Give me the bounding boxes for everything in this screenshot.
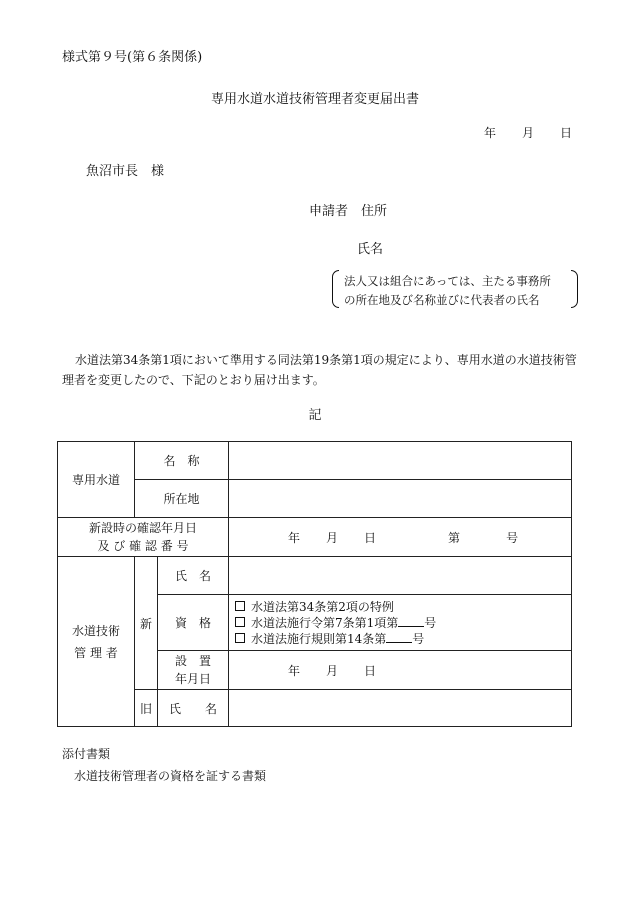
new-name-label: 氏 名 <box>158 557 229 595</box>
confirm-month: 月 <box>326 530 339 545</box>
attachments-heading: 添付書類 <box>62 747 111 761</box>
qualification-text: 水道法施行令第7条第1項第 <box>251 615 399 630</box>
qualification-text: 水道法施行規則第14条第 <box>251 631 387 646</box>
confirm-date-label-line: 及 び 確 認 番 号 <box>97 539 189 553</box>
setchi-label-line: 年月日 <box>174 672 211 686</box>
qualification-label: 資 格 <box>158 595 229 651</box>
table-row <box>58 690 572 727</box>
form-number: 様式第９号(第６条関係) <box>62 50 203 65</box>
body-text: 水道法第34条第1項において準用する同法第19条第1項の規定により、専用水道の水道技術管理者を変更したので、下記のとおり届け出ます。 <box>62 353 577 387</box>
setchi-date-value-cell[interactable] <box>229 651 572 690</box>
manager-label-line: 水道技術 <box>71 623 120 638</box>
name-label: 名 称 <box>135 442 229 480</box>
qualification-option[interactable] <box>235 615 571 631</box>
confirm-day: 日 <box>364 530 377 545</box>
confirm-go: 号 <box>506 530 519 545</box>
checkbox-icon[interactable] <box>235 633 245 643</box>
confirm-date-label-line: 新設時の確認年月日 <box>88 521 197 535</box>
qualification-suffix: 号 <box>412 631 425 646</box>
checkbox-icon[interactable] <box>235 601 245 611</box>
submission-date <box>484 124 572 141</box>
number-blank[interactable] <box>398 615 424 627</box>
setchi-month: 月 <box>326 663 339 678</box>
applicant-note <box>344 272 551 310</box>
old-label: 旧 <box>135 690 158 727</box>
manager-label-line: 管 理 者 <box>74 645 118 660</box>
setchi-label-line: 設 置 <box>174 654 211 668</box>
table-row <box>58 442 572 480</box>
addressee: 魚沼市長 様 <box>86 164 165 179</box>
bracket-right <box>571 270 578 308</box>
setchi-year: 年 <box>288 663 301 678</box>
document-title: 専用水道水道技術管理者変更届出書 <box>210 92 419 107</box>
location-value-cell[interactable] <box>229 480 572 518</box>
table-row <box>58 518 572 557</box>
new-label: 新 <box>135 557 158 690</box>
applicant-name-label: 氏名 <box>357 242 384 257</box>
qualification-text: 水道法第34条第2項の特例 <box>251 599 394 614</box>
table-row <box>58 557 572 595</box>
qualification-options <box>229 595 572 651</box>
date-year: 年 <box>484 126 497 140</box>
table-row <box>58 480 572 518</box>
name-value-cell[interactable] <box>229 442 572 480</box>
old-name-label: 氏 名 <box>158 690 229 727</box>
applicant-note-line: 法人又は組合にあっては、主たる事務所 <box>344 274 551 288</box>
senyo-suido-label: 専用水道 <box>58 442 135 518</box>
bracket-left <box>332 270 339 308</box>
setchi-date-label <box>158 651 229 690</box>
qualification-option[interactable] <box>235 631 571 647</box>
applicant-address-label: 申請者 住所 <box>309 204 388 219</box>
ki-heading: 記 <box>308 408 322 423</box>
detail-table <box>57 441 572 727</box>
confirm-date-value-cell[interactable] <box>229 518 572 557</box>
confirm-dai: 第 <box>448 530 461 545</box>
attachments-item: 水道技術管理者の資格を証する書類 <box>74 769 267 783</box>
confirm-year: 年 <box>288 530 301 545</box>
number-blank[interactable] <box>386 631 412 643</box>
location-label: 所在地 <box>135 480 229 518</box>
checkbox-icon[interactable] <box>235 617 245 627</box>
setchi-day: 日 <box>364 663 377 678</box>
applicant-note-bracket <box>332 270 578 310</box>
manager-label <box>58 557 135 727</box>
old-name-value-cell[interactable] <box>229 690 572 727</box>
qualification-option[interactable] <box>235 599 571 615</box>
date-day: 日 <box>560 126 573 140</box>
qualification-suffix: 号 <box>424 615 437 630</box>
confirm-date-label <box>58 518 229 557</box>
date-month: 月 <box>522 126 535 140</box>
new-name-value-cell[interactable] <box>229 557 572 595</box>
applicant-note-line: の所在地及び名称並びに代表者の氏名 <box>344 293 540 307</box>
